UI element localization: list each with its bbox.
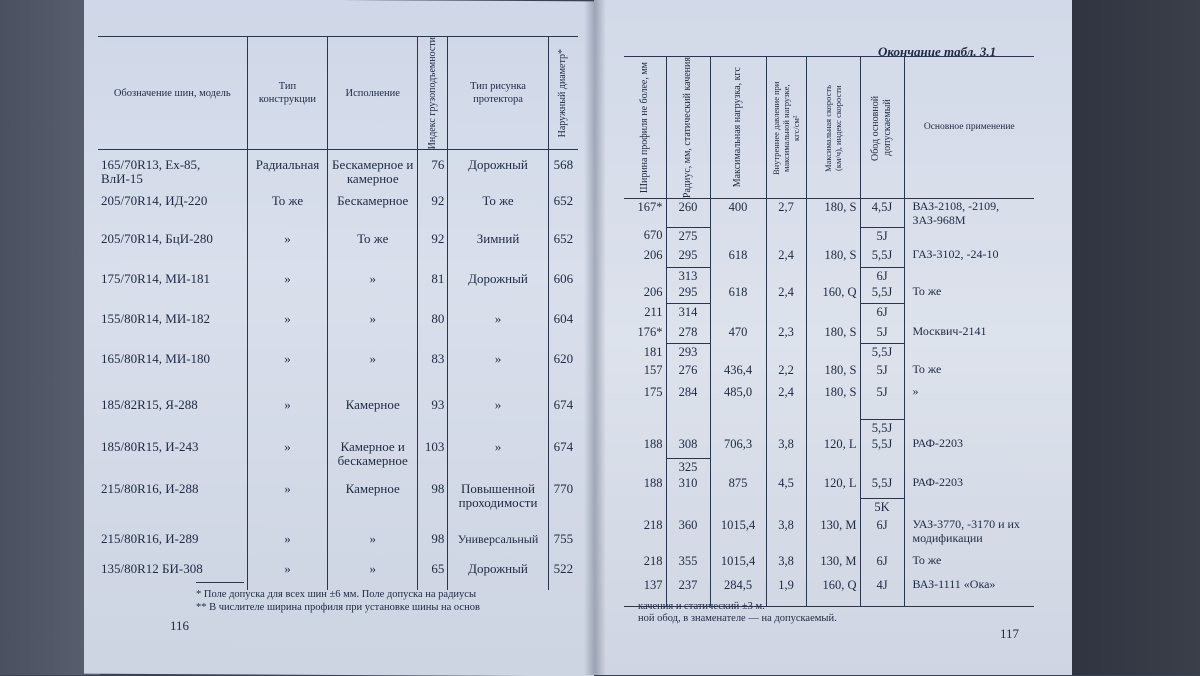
cell-speed: 180, S bbox=[806, 199, 860, 228]
cell-use: РАФ-2203 bbox=[904, 436, 1034, 458]
cell-use bbox=[904, 458, 1034, 475]
cell-load bbox=[710, 499, 766, 517]
cell-load: 284,5 bbox=[710, 577, 766, 607]
footnote-divider bbox=[196, 582, 244, 583]
table-row bbox=[624, 324, 1034, 344]
header-rim bbox=[860, 57, 904, 199]
cell-width: 206 bbox=[643, 248, 663, 263]
header-width bbox=[624, 57, 666, 199]
book-gutter bbox=[584, 0, 606, 675]
cell-construction: » bbox=[247, 398, 328, 440]
cell-pressure bbox=[766, 420, 806, 437]
cell-rim: 6J bbox=[860, 553, 904, 577]
cell-execution: » bbox=[328, 272, 418, 312]
header-load-text: Максимальная нагрузка, кгс bbox=[732, 67, 743, 188]
cell-radius: 355 bbox=[666, 553, 710, 577]
cell-load-index: 76 bbox=[417, 150, 447, 194]
header-load-index-text: Индекс грузоподъемности bbox=[426, 37, 438, 150]
header-diameter bbox=[548, 37, 578, 150]
cell-rim: 5J bbox=[860, 362, 904, 384]
cell-diameter: 620 bbox=[548, 352, 578, 398]
cell-load-index: 65 bbox=[417, 556, 447, 590]
cell-width: 188 bbox=[643, 475, 663, 490]
cell-construction: » bbox=[247, 482, 328, 526]
cell-model: 205/70R14, БцИ-280 bbox=[101, 230, 213, 246]
table-row bbox=[98, 272, 578, 312]
cell-diameter: 674 bbox=[548, 440, 578, 482]
cell-use: То же bbox=[904, 553, 1034, 577]
cell-rim: 4J bbox=[860, 577, 904, 607]
cell-model: 155/80R14, МИ-182 bbox=[101, 310, 211, 326]
cell-pattern: Зимний bbox=[448, 232, 548, 272]
cell-diameter: 604 bbox=[548, 312, 578, 352]
cell-width bbox=[624, 499, 666, 517]
cell-pattern: Дорожный bbox=[448, 556, 548, 590]
table-row bbox=[98, 232, 578, 272]
header-construction: Тип конструкции bbox=[247, 37, 328, 150]
cell-pressure bbox=[766, 304, 806, 324]
cell-load: 400 bbox=[710, 199, 766, 228]
cell-rim: 5,5J bbox=[860, 475, 904, 499]
cell-load: 436,4 bbox=[710, 362, 766, 384]
cell-model: 135/80R12 БИ-308 bbox=[101, 560, 203, 576]
cell-construction: Радиальная bbox=[247, 150, 328, 194]
cell-load bbox=[710, 344, 766, 362]
cell-radius: 295 bbox=[666, 284, 710, 304]
cell-pressure bbox=[766, 227, 806, 247]
cell-speed: 180, S bbox=[806, 324, 860, 344]
cell-load-index: 103 bbox=[417, 440, 447, 482]
cell-model: 165/70R13, Ех-85, ВлИ-15 bbox=[101, 157, 201, 187]
cell-use: То же bbox=[904, 284, 1034, 304]
header-model: Обозначение шин, модель bbox=[113, 87, 231, 99]
table-row bbox=[624, 553, 1034, 577]
cell-construction: » bbox=[247, 272, 328, 312]
header-pressure-text: Внутреннее давление при максимальной нагрузке, кгс/см² bbox=[771, 80, 801, 175]
table-row bbox=[624, 362, 1034, 384]
cell-construction: То же bbox=[247, 194, 328, 232]
table-row bbox=[624, 284, 1034, 304]
cell-pressure: 2,4 bbox=[766, 384, 806, 420]
cell-execution: Камерное и бескамерное bbox=[328, 440, 418, 482]
cell-load: 470 bbox=[710, 324, 766, 344]
cell-load bbox=[710, 267, 766, 284]
cell-speed: 160, Q bbox=[806, 284, 860, 304]
cell-load: 1015,4 bbox=[710, 517, 766, 553]
cell-speed bbox=[806, 267, 860, 284]
header-rim-text: Обод основной допускаемый bbox=[870, 95, 893, 161]
cell-rim: 6J bbox=[860, 517, 904, 553]
cell-load: 875 bbox=[710, 475, 766, 499]
cell-model: 165/80R14, МИ-180 bbox=[101, 350, 211, 366]
cell-pressure bbox=[766, 267, 806, 284]
cell-radius: 313 bbox=[666, 267, 710, 284]
cell-speed: 130, M bbox=[806, 517, 860, 553]
cell-pattern: » bbox=[448, 352, 548, 398]
header-pressure bbox=[766, 57, 806, 199]
cell-rim: 5K bbox=[860, 499, 904, 517]
cell-execution: » bbox=[328, 556, 418, 590]
cell-construction: » bbox=[247, 352, 328, 398]
cell-radius: 310 bbox=[666, 475, 710, 499]
cell-width: 206 bbox=[643, 284, 663, 299]
cell-load: 706,3 bbox=[710, 436, 766, 458]
cell-load: 618 bbox=[710, 284, 766, 304]
cell-rim: 5,5J bbox=[860, 436, 904, 458]
cell-speed: 180, S bbox=[806, 362, 860, 384]
cell-radius: 325 bbox=[666, 458, 710, 475]
table-row bbox=[624, 499, 1034, 517]
cell-speed bbox=[806, 458, 860, 475]
cell-use: ВАЗ-2108, -2109, ЗАЗ-968М bbox=[904, 199, 1034, 228]
cell-load-index: 98 bbox=[417, 526, 447, 556]
cell-rim bbox=[860, 458, 904, 475]
cell-rim: 5,5J bbox=[860, 344, 904, 362]
cell-execution: » bbox=[328, 526, 418, 556]
cell-construction: » bbox=[247, 556, 328, 590]
cell-speed: 160, Q bbox=[806, 577, 860, 607]
cell-model: 215/80R16, И-289 bbox=[101, 530, 199, 546]
table-row bbox=[98, 526, 578, 556]
table-row bbox=[624, 267, 1034, 284]
cell-width bbox=[624, 267, 666, 284]
table-row bbox=[624, 199, 1034, 228]
cell-speed: 180, S bbox=[806, 247, 860, 267]
cell-load-index: 83 bbox=[417, 352, 447, 398]
header-radius-text: Радиус, мм, статический качения bbox=[682, 57, 693, 199]
cell-pressure: 1,9 bbox=[766, 577, 806, 607]
cell-pressure: 2,7 bbox=[766, 199, 806, 228]
background-right bbox=[1070, 0, 1200, 675]
cell-use bbox=[904, 227, 1034, 247]
cell-pattern: » bbox=[448, 312, 548, 352]
cell-pressure: 2,2 bbox=[766, 362, 806, 384]
cell-diameter: 606 bbox=[548, 272, 578, 312]
cell-use: ВАЗ-1111 «Ока» bbox=[904, 577, 1034, 607]
cell-rim: 6J bbox=[860, 304, 904, 324]
cell-rim: 6J bbox=[860, 267, 904, 284]
table-caption: Окончание табл. 3.1 bbox=[878, 44, 997, 59]
table-row bbox=[624, 227, 1034, 247]
cell-use bbox=[904, 344, 1034, 362]
cell-speed bbox=[806, 420, 860, 437]
cell-rim: 4,5J bbox=[860, 199, 904, 228]
cell-diameter: 674 bbox=[548, 398, 578, 440]
cell-radius: 284 bbox=[666, 384, 710, 420]
cell-pressure: 3,8 bbox=[766, 436, 806, 458]
cell-construction: » bbox=[247, 312, 328, 352]
cell-diameter: 652 bbox=[548, 194, 578, 232]
cell-width bbox=[624, 420, 666, 437]
cell-pressure: 2,3 bbox=[766, 324, 806, 344]
cell-load bbox=[710, 420, 766, 437]
cell-speed: 180, S bbox=[806, 384, 860, 420]
cell-rim: 5,5J bbox=[860, 247, 904, 267]
cell-model: 185/82R15, Я-288 bbox=[101, 396, 198, 412]
cell-construction: » bbox=[247, 526, 328, 556]
cell-load-index: 81 bbox=[417, 272, 447, 312]
cell-radius: 295 bbox=[666, 247, 710, 267]
cell-speed: 130, M bbox=[806, 553, 860, 577]
cell-model: 175/70R14, МИ-181 bbox=[101, 270, 211, 286]
cell-load bbox=[710, 227, 766, 247]
cell-load bbox=[710, 458, 766, 475]
cell-pattern: » bbox=[448, 440, 548, 482]
footnote-left-1: * Поле допуска для всех шин ±6 мм. Поле допуска на радиусы bbox=[196, 589, 476, 600]
table-row bbox=[98, 312, 578, 352]
cell-pressure bbox=[766, 458, 806, 475]
cell-use: РАФ-2203 bbox=[904, 475, 1034, 499]
cell-pattern: » bbox=[448, 398, 548, 440]
cell-execution: » bbox=[328, 352, 418, 398]
cell-rim: 5,5J bbox=[860, 420, 904, 437]
cell-pressure: 3,8 bbox=[766, 553, 806, 577]
cell-diameter: 522 bbox=[548, 556, 578, 590]
cell-use bbox=[904, 499, 1034, 517]
header-pattern: Тип рисунка протектора bbox=[448, 37, 548, 150]
cell-width: 188 bbox=[643, 437, 663, 452]
cell-pattern: Дорожный bbox=[448, 150, 548, 194]
table-row bbox=[98, 440, 578, 482]
table-row bbox=[624, 517, 1034, 553]
cell-pressure: 3,8 bbox=[766, 517, 806, 553]
cell-speed: 120, L bbox=[806, 436, 860, 458]
cell-radius: 360 bbox=[666, 517, 710, 553]
cell-construction: » bbox=[247, 232, 328, 272]
cell-pattern: То же bbox=[448, 194, 548, 232]
table-row bbox=[624, 420, 1034, 437]
cell-model: 185/80R15, И-243 bbox=[101, 438, 199, 454]
header-width-text: Ширина профиля не более, мм bbox=[638, 61, 650, 194]
cell-use: » bbox=[904, 384, 1034, 420]
cell-radius: 237 bbox=[666, 577, 710, 607]
table-row bbox=[98, 482, 578, 526]
cell-pattern: Дорожный bbox=[448, 272, 548, 312]
table-header-row bbox=[624, 57, 1034, 199]
cell-diameter: 755 bbox=[548, 526, 578, 556]
tire-table-left bbox=[98, 36, 578, 590]
table-header-row bbox=[98, 37, 578, 150]
cell-rim: 5,5J bbox=[860, 284, 904, 304]
cell-execution: Бескамерное и камерное bbox=[328, 150, 418, 194]
cell-width: 211 bbox=[644, 304, 663, 319]
footnote-right-2: ной обод, в знаменателе — на допускаемый. bbox=[638, 613, 837, 624]
cell-rim: 5J bbox=[860, 227, 904, 247]
cell-radius: 314 bbox=[666, 304, 710, 324]
cell-radius bbox=[666, 420, 710, 437]
table-row bbox=[98, 398, 578, 440]
cell-pressure: 4,5 bbox=[766, 475, 806, 499]
cell-load bbox=[710, 304, 766, 324]
header-speed bbox=[806, 57, 860, 199]
cell-load-index: 98 bbox=[417, 482, 447, 526]
cell-model: 205/70R14, ИД-220 bbox=[101, 192, 208, 208]
header-diameter-text: Наружный диаметр* bbox=[557, 48, 569, 138]
cell-radius bbox=[666, 499, 710, 517]
cell-radius: 276 bbox=[666, 362, 710, 384]
table-row bbox=[98, 556, 578, 590]
tire-table-right bbox=[624, 56, 1034, 607]
cell-radius: 293 bbox=[666, 344, 710, 362]
cell-use bbox=[904, 304, 1034, 324]
cell-diameter: 568 bbox=[548, 150, 578, 194]
header-load bbox=[710, 57, 766, 199]
cell-pressure bbox=[766, 499, 806, 517]
table-row bbox=[98, 150, 578, 194]
header-use: Основное применение bbox=[904, 57, 1034, 199]
cell-width: 670 bbox=[643, 228, 663, 243]
cell-radius: 275 bbox=[666, 227, 710, 247]
cell-speed bbox=[806, 304, 860, 324]
header-radius bbox=[666, 57, 710, 199]
cell-execution: Камерное bbox=[328, 482, 418, 526]
table-row bbox=[624, 304, 1034, 324]
cell-use: УАЗ-3770, -3170 и их модификации bbox=[904, 517, 1034, 553]
cell-width: 176* bbox=[637, 324, 663, 339]
cell-load-index: 92 bbox=[417, 194, 447, 232]
cell-diameter: 770 bbox=[548, 482, 578, 526]
footnote-left-2: ** В числителе ширина профиля при установке шины на основ bbox=[196, 602, 480, 613]
cell-model: 215/80R16, И-288 bbox=[101, 480, 199, 496]
cell-width: 137 bbox=[643, 577, 663, 592]
cell-width: 157 bbox=[643, 362, 663, 377]
cell-width bbox=[624, 458, 666, 475]
cell-use: То же bbox=[904, 362, 1034, 384]
header-load-index bbox=[417, 37, 447, 150]
table-row bbox=[624, 344, 1034, 362]
cell-speed: 120, L bbox=[806, 475, 860, 499]
cell-speed bbox=[806, 344, 860, 362]
cell-load: 485,0 bbox=[710, 384, 766, 420]
cell-width: 175 bbox=[643, 384, 663, 399]
table-row bbox=[624, 384, 1034, 420]
table-row bbox=[98, 194, 578, 232]
cell-pressure: 2,4 bbox=[766, 247, 806, 267]
cell-width: 218 bbox=[643, 553, 663, 568]
cell-use: Москвич-2141 bbox=[904, 324, 1034, 344]
table-row bbox=[624, 247, 1034, 267]
footnote-right-1: качения и статический ±3 м. bbox=[638, 601, 765, 612]
cell-rim: 5J bbox=[860, 324, 904, 344]
cell-load-index: 92 bbox=[417, 232, 447, 272]
cell-speed bbox=[806, 227, 860, 247]
table-row bbox=[624, 475, 1034, 499]
cell-execution: Камерное bbox=[328, 398, 418, 440]
cell-use bbox=[904, 267, 1034, 284]
cell-rim: 5J bbox=[860, 384, 904, 420]
cell-pressure bbox=[766, 344, 806, 362]
cell-use: ГАЗ-3102, -24-10 bbox=[904, 247, 1034, 267]
cell-pattern: Универсальный bbox=[448, 526, 548, 556]
cell-use bbox=[904, 420, 1034, 437]
cell-speed bbox=[806, 499, 860, 517]
cell-execution: То же bbox=[328, 232, 418, 272]
page-number-right: 117 bbox=[1000, 626, 1020, 641]
table-row bbox=[624, 458, 1034, 475]
cell-execution: Бескамерное bbox=[328, 194, 418, 232]
cell-construction: » bbox=[247, 440, 328, 482]
cell-load-index: 80 bbox=[417, 312, 447, 352]
header-execution: Исполнение bbox=[328, 37, 418, 150]
cell-pattern: Повышенной проходимости bbox=[448, 482, 548, 526]
cell-load: 618 bbox=[710, 247, 766, 267]
cell-diameter: 652 bbox=[548, 232, 578, 272]
cell-width: 181 bbox=[643, 344, 663, 359]
cell-radius: 308 bbox=[666, 436, 710, 458]
table-row bbox=[98, 352, 578, 398]
cell-radius: 260 bbox=[666, 199, 710, 228]
cell-width: 167* bbox=[637, 200, 663, 215]
cell-load: 1015,4 bbox=[710, 553, 766, 577]
cell-load-index: 93 bbox=[417, 398, 447, 440]
header-speed-text: Максимальная скорость (км/ч), индекс скорости bbox=[823, 84, 843, 172]
page-number-left: 116 bbox=[170, 618, 190, 633]
cell-radius: 278 bbox=[666, 324, 710, 344]
cell-pressure: 2,4 bbox=[766, 284, 806, 304]
cell-execution: » bbox=[328, 312, 418, 352]
cell-width: 218 bbox=[643, 517, 663, 532]
table-row bbox=[624, 436, 1034, 458]
